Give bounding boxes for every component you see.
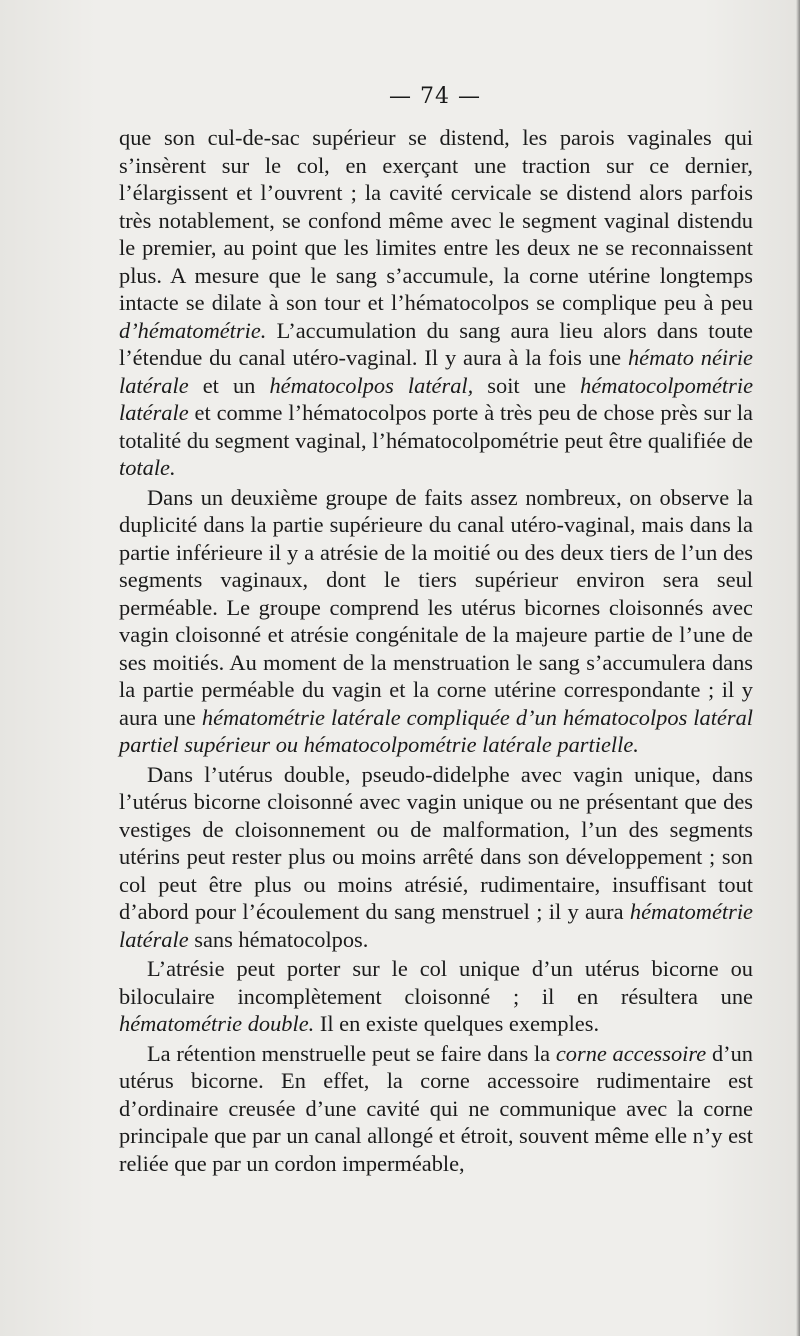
italic-text-run: hématométrie latérale compliquée d’un hématocolpos latéral partiel supérieur ou hématocolpométrie latérale partielle. [119, 704, 753, 757]
text-run: et un [188, 372, 270, 398]
italic-text-run: corne accessoire [555, 1040, 707, 1066]
text-run: Dans un deuxième groupe de faits assez nombreux, on observe la duplicité dans la partie supérieure du canal utéro-vaginal, mais dans la partie inférieure il y a atrésie de la moitié ou des deux tiers de l’un des segments vaginaux, dont le tiers supérieur environ sera seul perméable. Le groupe comprend les utérus bicornes cloisonnés avec vagin cloisonné et atrésie congénitale de la majeure partie de l’une de ses moitiés. Au moment de la menstruation le sang s’accumulera dans la partie perméable du vagin et la corne utérine correspondante ; il y aura une [119, 484, 753, 730]
text-run: L’atrésie peut porter sur le col unique d’un utérus bicorne ou biloculaire incomplètement cloisonné ; il en résultera une [119, 956, 753, 1009]
text-run: L’accumulation du sang aura lieu alors dans toute l’étendue du canal utéro-vaginal. Il y aura à la fois une [119, 317, 753, 370]
italic-text-run: totale. [119, 455, 176, 480]
text-run: sans hématocolpos. [188, 926, 369, 952]
page-number: — 74 — [389, 84, 481, 109]
italic-text-run: hémato néirie latérale [119, 345, 753, 398]
paragraph [119, 484, 753, 759]
italic-text-run: d’hématométrie. [119, 317, 267, 343]
italic-text-run: hématométrie latérale [119, 899, 753, 952]
paragraph [119, 955, 753, 1038]
page-text [119, 124, 753, 1177]
text-run: d’un utérus bicorne. En effet, la corne accessoire rudimentaire est d’ordinaire creusée d’une cavité qui ne communique avec la corne principale que par un canal allongé et étroit, souvent même elle n’y est reliée que par un cordon imperméable, [119, 1040, 753, 1176]
paragraph [119, 124, 753, 482]
italic-text-run: hématocolpos latéral, [269, 372, 474, 398]
text-run: Dans l’utérus double, pseudo-didelphe avec vagin unique, dans l’utérus bicorne cloisonné avec vagin unique ou ne présentant que des vestiges de cloisonnement ou de malformation, l’un des segments utérins peut rester plus ou moins arrêté dans son développement ; son col peut être plus ou moins atrésié, rudimentaire, insuffisant tout d’abord pour l’écoulement du sang menstruel ; il y aura [119, 761, 753, 924]
page-edge-shadow [796, 0, 800, 1336]
italic-text-run: hématocolpométrie latérale [119, 372, 754, 425]
text-run: Il en existe quelques exemples. [314, 1011, 600, 1036]
italic-text-run: hématométrie double. [119, 1011, 315, 1036]
text-run: La rétention menstruelle peut se faire dans la [147, 1040, 556, 1066]
text-run: que son cul-de-sac supérieur se distend, les parois vaginales qui s’insèrent sur le col, en exerçant une traction sur ce dernier, l’élargissent et l’ouvrent ; la cavité cervicale se distend alors parfois très notablement, se confond même avec le segment vaginal distendu le premier, au point que les limites entre les deux ne se reconnaissent plus. A mesure que le sang s’accumule, la corne utérine longtemps intacte se dilate à son tour et l’hématocolpos se complique peu à peu [119, 125, 753, 315]
text-run: et comme l’hématocolpos porte à très peu de chose près sur la totalité du segment vaginal, l’hématocolpométrie peut être qualifiée de [119, 400, 753, 453]
paragraph [119, 1040, 753, 1178]
text-run: soit une [473, 372, 581, 398]
paragraph [119, 761, 753, 954]
